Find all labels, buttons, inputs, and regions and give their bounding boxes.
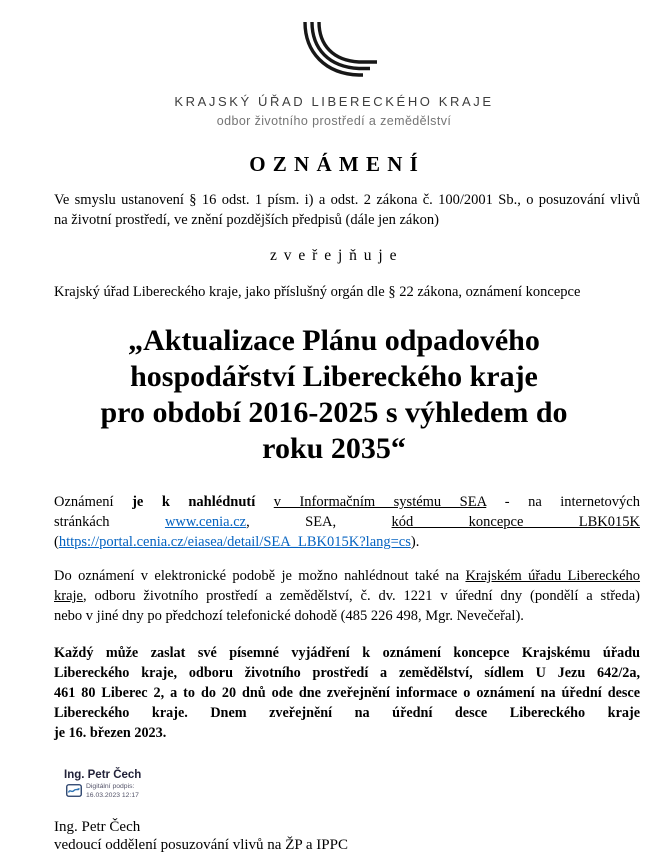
statement-line-1: Každý může zaslat své písemné vyjádření k oznámení koncepce Krajskému úřadu [54,645,640,661]
liberec-region-arcs-logo-icon [289,22,379,78]
concept-title-line-4: roku 2035“ [262,432,406,465]
concept-code-underlined: kód koncepce LBK015K [391,514,640,530]
digital-signature-datetime: 16.03.2023 12:17 [86,791,139,799]
availability-line-2 [54,512,640,532]
statement-line-3: 461 80 Liberec 2, a to do 20 dnů ode dne zveřejnění informace o oznámení na úřední desce [54,685,640,701]
concept-title-line-2: hospodářství Libereckého kraje [130,360,538,393]
availability-line-1 [54,492,640,512]
inspection-line-1 [54,566,640,586]
digital-signature-meta [86,783,139,800]
statement-line-5: je 16. březen 2023. [54,725,167,741]
text-run: SEA, [305,514,337,530]
digital-signature-label: Digitální podpis: [86,783,135,790]
authority-paragraph [54,282,640,302]
text-run-underlined: v Informačním systému SEA [273,494,487,510]
text-run-underlined: Krajském úřadu Libereckého [465,568,641,584]
text-run: Do oznámení v elektronické podobě je možno nahlédnout také na [54,568,460,584]
intro-line-1: Ve smyslu ustanovení § 16 odst. 1 písm. i) a odst. 2 zákona č. 100/2001 Sb., o posuzování vlivů [54,192,640,208]
text-run: , [246,514,250,530]
document-heading: O Z N Á M E N Í [249,152,419,176]
statement-line-2: Libereckého kraje, odboru životního prostředí a zemědělství, sídlem U Jezu 642/2a, [54,665,640,681]
cenia-link[interactable]: www.cenia.cz [164,514,247,530]
intro-paragraph [54,190,640,230]
signer-name: Ing. Petr Čech [54,819,141,835]
text-run: stránkách [54,514,110,530]
statement-paragraph [54,643,640,743]
text-run-bold: je k nahlédnutí [132,494,256,510]
digital-signature-name: Ing. Petr Čech [64,769,142,781]
digital-signature-stamp[interactable] [64,769,640,800]
text-run: ( [54,534,59,550]
statement-line-4: Libereckého kraje. Dnem zveřejnění na úřední desce Libereckého kraje [54,705,640,721]
authority-line: Krajský úřad Libereckého kraje, jako příslušný orgán dle § 22 zákona, oznámení koncepce [54,284,581,300]
sea-portal-link[interactable]: https://portal.cenia.cz/eiasea/detail/SEA_LBK015K?lang=cs [58,534,411,550]
text-run: ). [410,534,420,550]
availability-paragraph [54,492,640,552]
text-run: , odboru životního prostředí a zemědělství, č. dv. 1221 v úřední dny (pondělí a středa) [82,588,640,604]
inspection-line-2 [54,586,640,606]
inspection-line-3: nebo v jiné dny po předchozí telefonické dohodě (485 226 498, Mgr. Nevečeřal). [54,608,524,624]
text-run-underlined: kraje [54,588,83,604]
text-run: - [504,494,510,510]
signer-role: vedoucí oddělení posuzování vlivů na ŽP a IPPC [54,837,348,853]
org-name: KRAJSKÝ ÚŘAD LIBERECKÉHO KRAJE [174,94,494,109]
inspection-paragraph [54,566,640,626]
concept-title [28,323,640,467]
org-department: odbor životního prostředí a zemědělství [216,114,452,128]
publishes-word: z v e ř e j ň u j e [270,247,398,264]
text-run: na internetových [528,494,640,510]
concept-title-line-1: „Aktualizace Plánu odpadového [128,324,540,357]
concept-title-line-3: pro období 2016-2025 s výhledem do [100,396,568,429]
signature-pen-icon [66,784,82,797]
text-run: Oznámení [54,494,114,510]
letterhead [28,22,640,83]
availability-line-3 [54,532,640,552]
intro-line-2: na životní prostředí, ve znění pozdějších předpisů (dále jen zákon) [54,212,439,228]
